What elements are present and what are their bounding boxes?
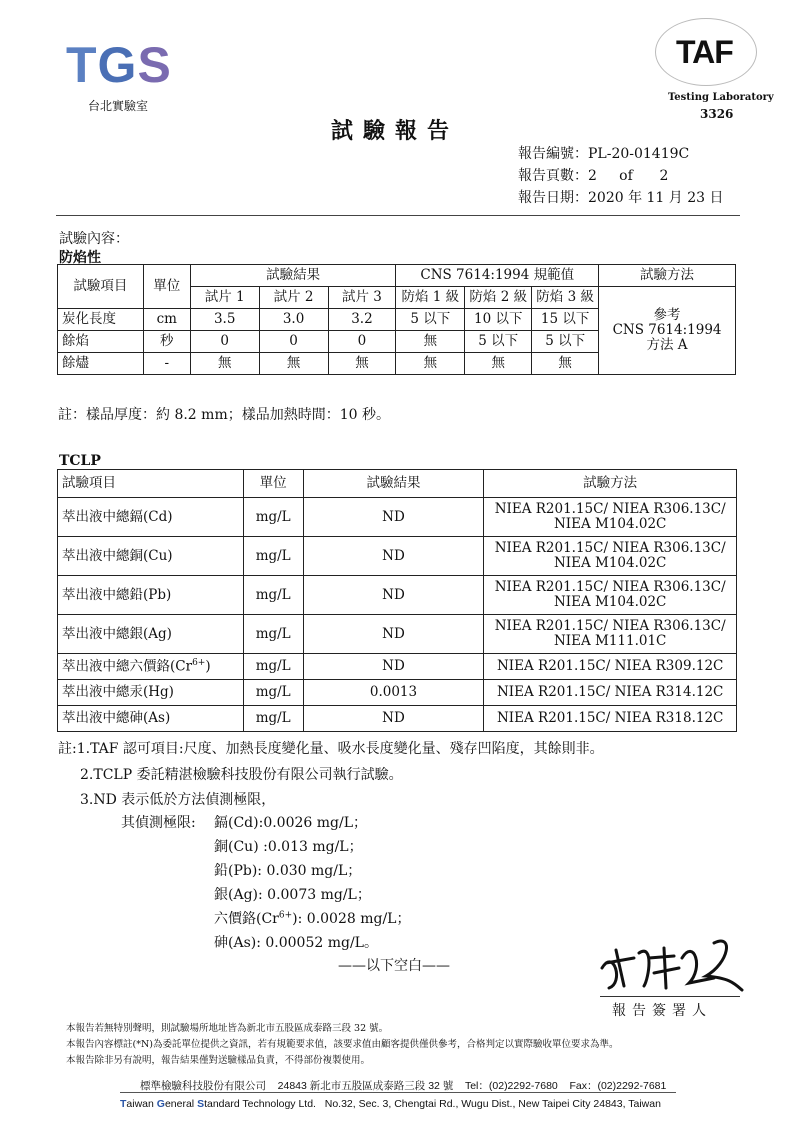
- report-number: 報告編號：PL-20-01419C: [518, 146, 690, 162]
- table-row: 萃出液中總汞(Hg) mg/L 0.0013 NIEA R201.15C/ NIEA R314.12C: [58, 680, 737, 706]
- report-title: 試驗報告: [331, 118, 460, 144]
- report-pages: 報告頁數：2 of 2: [518, 168, 669, 184]
- table-row: 萃出液中總鉛(Pb) mg/L ND NIEA R201.15C/ NIEA R306.13C/ NIEA M104.02C: [58, 576, 737, 615]
- disclaimer-3: 本報告除非另有說明，報告結果僅對送驗樣品負責，不得部份複製使用。: [66, 1055, 371, 1066]
- limit-cd: 鎘(Cd):0.0026 mg/L；: [214, 815, 368, 831]
- header-sample-1: 試片 1: [190, 287, 259, 309]
- note-3: 3.ND 表示低於方法偵測極限，: [80, 792, 276, 808]
- table-row: 萃出液中總砷(As) mg/L ND NIEA R201.15C/ NIEA R318.12C: [58, 706, 737, 732]
- table-row: 萃出液中總銅(Cu) mg/L ND NIEA R201.15C/ NIEA R306.13C/ NIEA M104.02C: [58, 537, 737, 576]
- handwritten-signature: [594, 928, 744, 998]
- header-divider: [56, 215, 740, 216]
- lab-name: 台北實驗室: [88, 99, 149, 113]
- table-row: 餘燼 - 無 無 無 無 無 無: [58, 353, 736, 375]
- header-level-2: 防焰 2 級: [465, 287, 532, 309]
- table-row: 萃出液中總六價鉻$(Cr^{6+})$ mg/L ND NIEA R201.15C/ NIEA R309.12C: [58, 654, 737, 680]
- report-date: 報告日期：2020 年 11 月 23 日: [518, 190, 724, 206]
- limits-label: 其偵測極限:: [121, 815, 196, 831]
- table-row: 萃出液中總鎘(Cd) mg/L ND NIEA R201.15C/ NIEA R306.13C/ NIEA M104.02C: [58, 498, 737, 537]
- header-method: 試驗方法: [484, 470, 737, 498]
- note-2: 2.TCLP 委託精湛檢驗科技股份有限公司執行試驗。: [80, 767, 403, 783]
- taf-logo: TAF: [676, 34, 733, 70]
- header-level-1: 防焰 1 級: [396, 287, 465, 309]
- taf-subtitle: Testing Laboratory: [668, 92, 774, 103]
- table-row: 萃出液中總銀(Ag) mg/L ND NIEA R201.15C/ NIEA R306.13C/ NIEA M111.01C: [58, 615, 737, 654]
- note-1: 註:1.TAF 認可項目:尺度、加熱長度變化量、吸水長度變化量、殘存凹陷度，其餘則非。: [58, 741, 604, 757]
- disclaimer-1: 本報告若無特別聲明，則試驗場所地址皆為新北市五股區成泰路三段 32 號。: [66, 1023, 389, 1034]
- header-results: 試驗結果: [190, 265, 396, 287]
- tclp-table: [57, 469, 737, 732]
- flame-note: 註：樣品厚度：約 8.2 mm；樣品加熱時間：10 秒。: [58, 407, 390, 423]
- limit-cr: 六價鉻$(Cr^{6+})$: 0.0028 mg/L；: [214, 910, 411, 927]
- flame-test-table: [57, 264, 736, 375]
- footer-contact: 標準檢驗科技股份有限公司 24843 新北市五股區成泰路三段 32 號 Tel：(02)2292-7680 Fax：(02)2292-7681: [140, 1080, 667, 1092]
- footer-company-en: Taiwan General Standard Technology Ltd. No.32, Sec. 3, Chengtai Rd., Wugu Dist., New Taipei City 24843, Taiwan: [120, 1098, 661, 1110]
- header-method: 試驗方法: [599, 265, 736, 287]
- header-item: 試驗項目: [58, 470, 244, 498]
- header-level-3: 防焰 3 級: [532, 287, 599, 309]
- header-unit: 單位: [243, 470, 303, 498]
- footer-divider: [120, 1092, 676, 1093]
- header-unit: 單位: [143, 265, 190, 309]
- header-sample-2: 試片 2: [259, 287, 328, 309]
- signature-label: 報告簽署人: [612, 1003, 712, 1019]
- content-label: 試驗內容：: [59, 231, 129, 247]
- header-sample-3: 試片 3: [328, 287, 396, 309]
- header-result: 試驗結果: [303, 470, 484, 498]
- blank-marker: ——以下空白——: [338, 958, 450, 974]
- limit-as: 砷(As): 0.00052 mg/L。: [214, 935, 378, 951]
- method-cell: 參考 CNS 7614:1994 方法 A: [599, 287, 736, 375]
- section-subtitle-flame: 防焰性: [59, 250, 101, 266]
- disclaimer-2: 本報告內容標註(*N)為委託單位提供之資訊，若有規範要求值，該要求值由顧客提供僅供參考，合格判定以實際驗收單位要求為準。: [66, 1039, 619, 1050]
- header-item: 試驗項目: [58, 265, 144, 309]
- limit-cu: 銅(Cu) :0.013 mg/L；: [214, 839, 363, 855]
- signature-line: [600, 996, 740, 997]
- header-spec: CNS 7614:1994 規範值: [396, 265, 599, 287]
- table-row: 炭化長度 cm 3.5 3.0 3.2 5 以下 10 以下 15 以下: [58, 309, 736, 331]
- taf-number: 3326: [700, 107, 734, 121]
- limit-ag: 銀(Ag): 0.0073 mg/L；: [214, 887, 371, 903]
- section-subtitle-tclp: TCLP: [59, 453, 101, 469]
- table-row: 餘焰 秒 0 0 0 無 5 以下 5 以下: [58, 331, 736, 353]
- limit-pb: 鉛(Pb): 0.030 mg/L；: [214, 863, 362, 879]
- tgs-logo: TGS: [66, 37, 172, 93]
